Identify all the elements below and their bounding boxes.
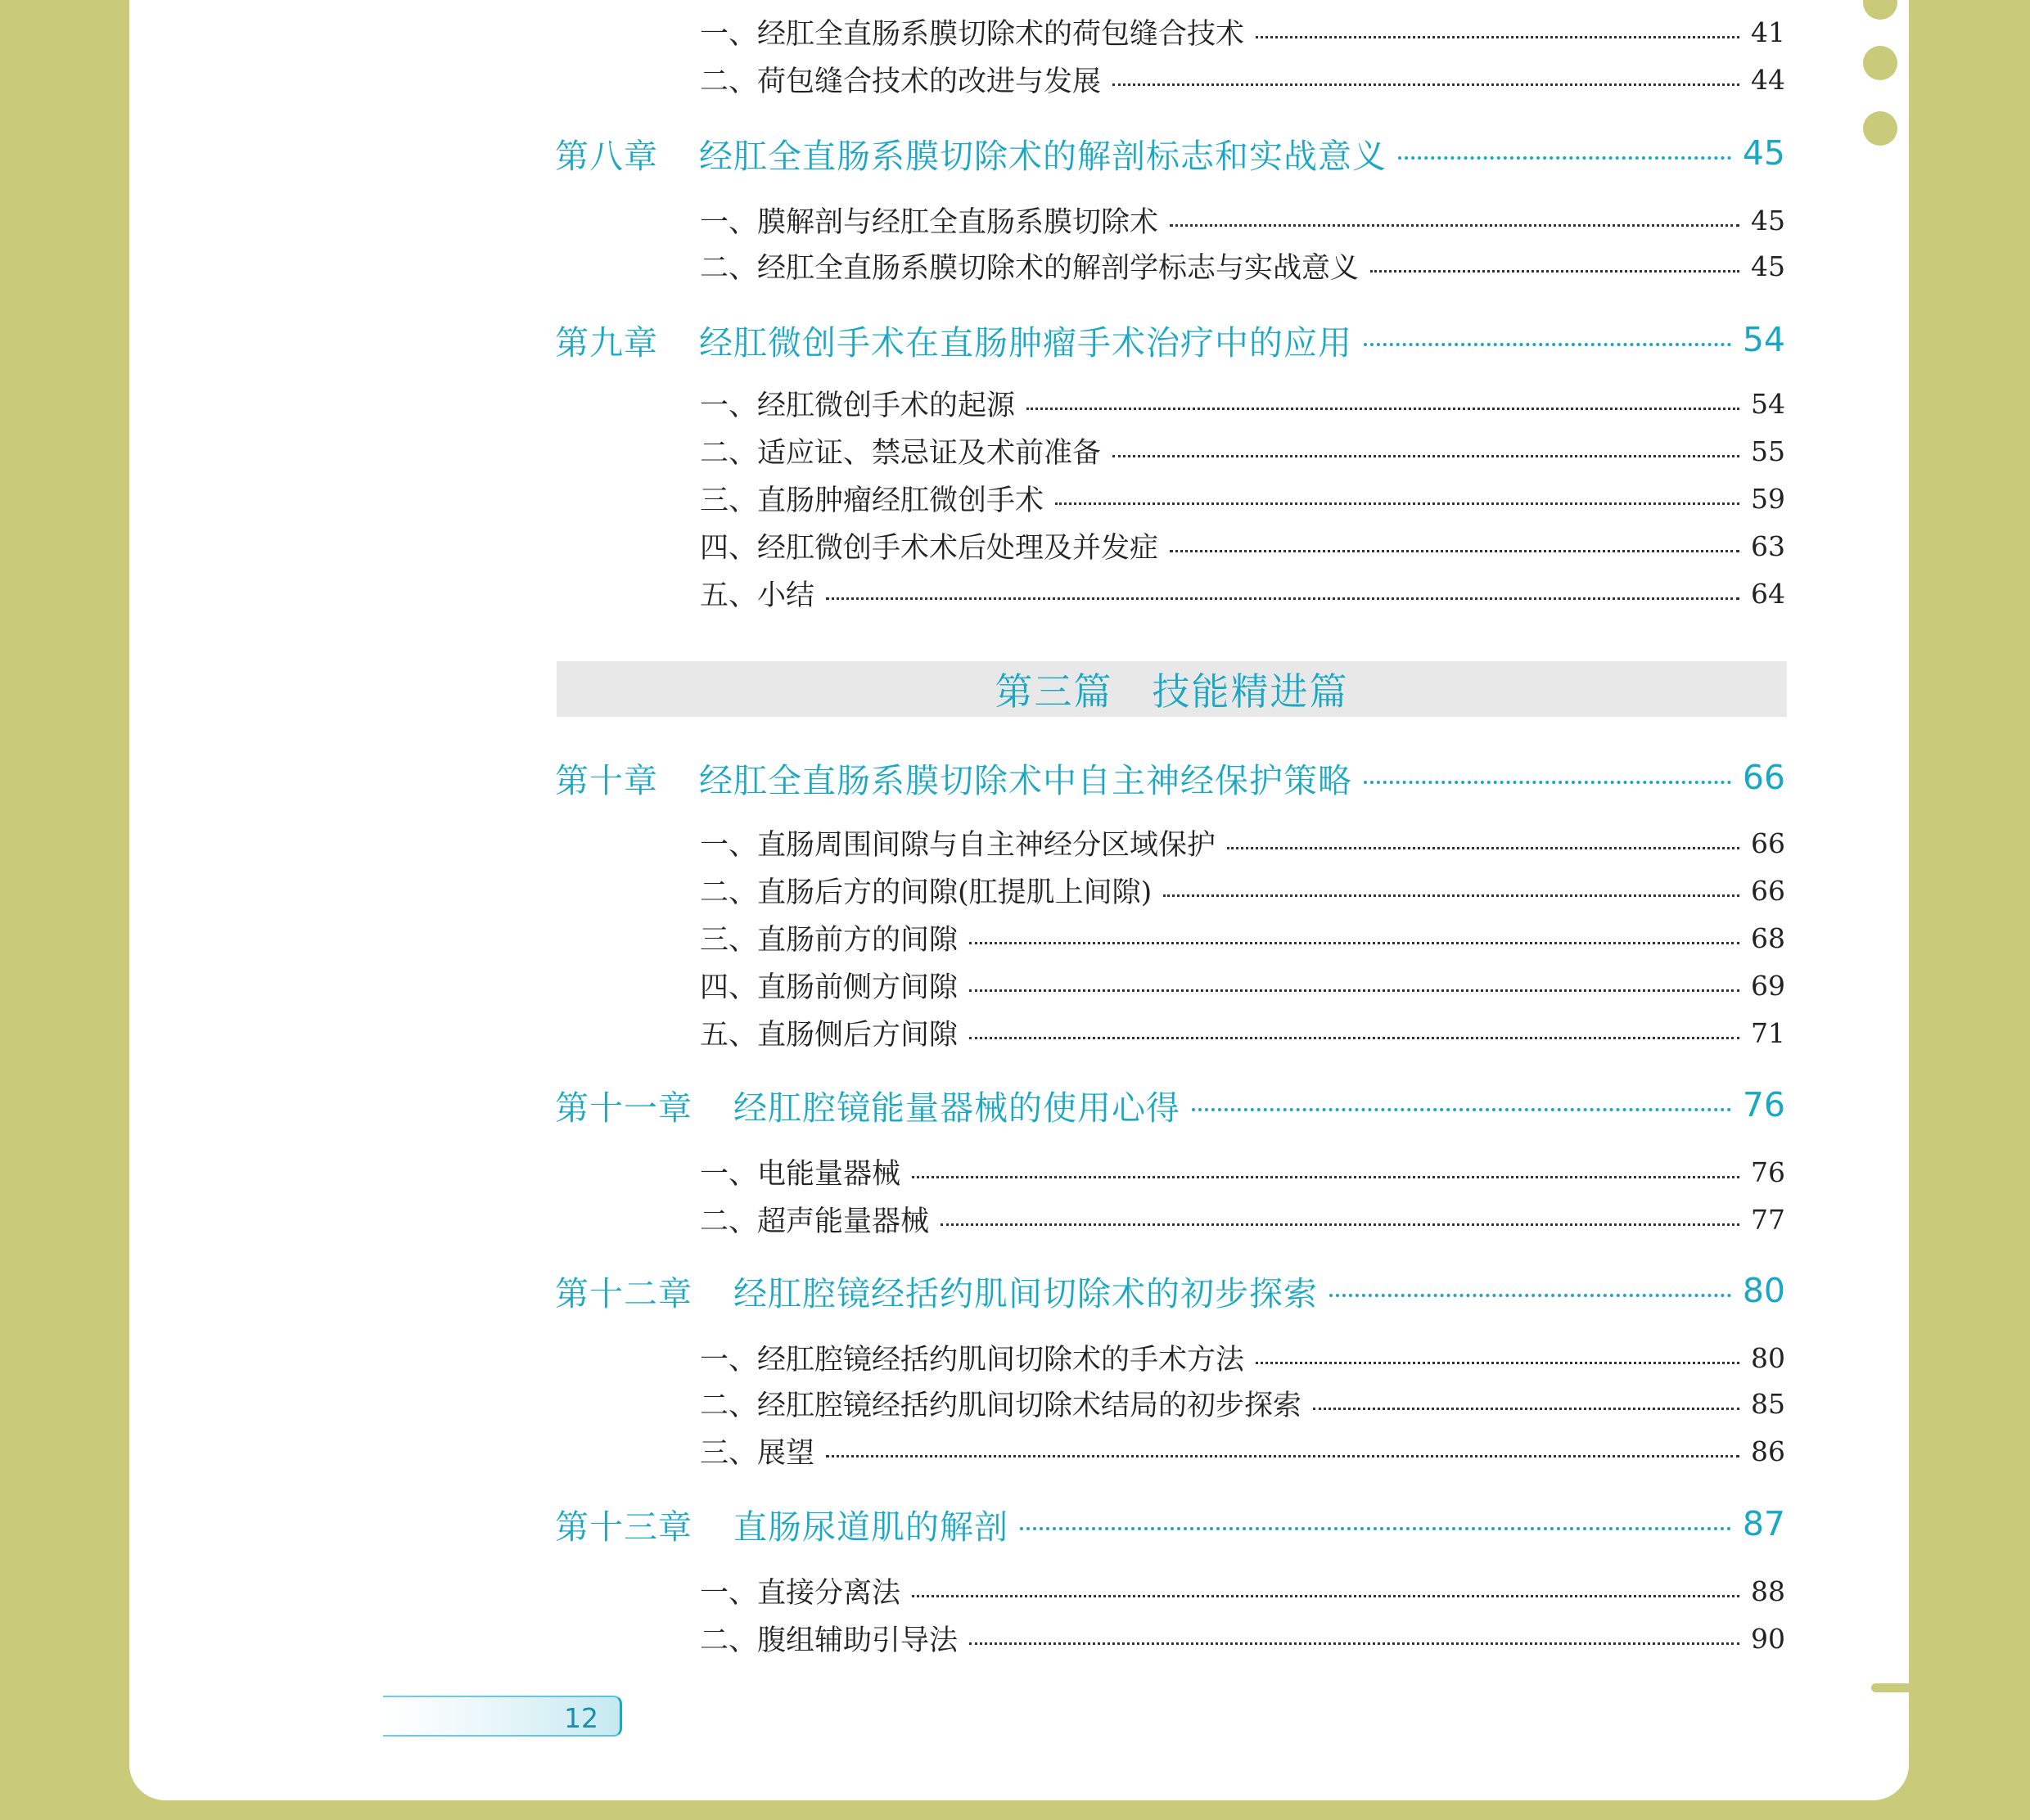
section-page-number: 76 (1751, 1156, 1785, 1188)
toc-section-row[interactable] (700, 1334, 1785, 1381)
chapter-title: 经肛腔镜经括约肌间切除术的初步探索 (733, 1273, 1318, 1313)
chapter-number: 第九章 (555, 322, 658, 363)
section-title: 二、腹组辅助引导法 (700, 1624, 959, 1657)
toc-chapter-row[interactable] (555, 124, 1785, 182)
chapter-title: 经肛微创手术在直肠肿瘤手术治疗中的应用 (699, 322, 1352, 363)
section-page-number: 86 (1751, 1435, 1785, 1467)
toc-chapter-row[interactable] (555, 1076, 1785, 1133)
toc-section-row[interactable] (700, 1148, 1785, 1196)
section-title: 五、直肠侧后方间隙 (700, 1019, 959, 1052)
chapter-title: 直肠尿道肌的解剖 (733, 1507, 1008, 1547)
section-page-number: 66 (1751, 874, 1785, 907)
toc-section-row[interactable] (700, 475, 1785, 522)
section-title: 四、直肠前侧方间隙 (700, 971, 959, 1004)
section-page-number: 85 (1751, 1387, 1785, 1420)
chapter-label (555, 1500, 1008, 1548)
chapter-title: 经肛腔镜能量器械的使用心得 (733, 1088, 1180, 1128)
toc-section-row[interactable] (700, 242, 1785, 290)
toc-section-row[interactable] (700, 427, 1785, 475)
dot-leader (1170, 224, 1739, 227)
section-title: 三、直肠前方的间隙 (700, 924, 959, 957)
dot-leader (1020, 1527, 1731, 1530)
section-page-number: 63 (1751, 529, 1785, 562)
section-title: 五、小结 (700, 579, 815, 612)
section-page-number: 54 (1751, 387, 1785, 420)
toc-section-row[interactable] (700, 1196, 1785, 1243)
dot-leader (1364, 343, 1731, 346)
chapter-number: 第十三章 (555, 1507, 692, 1547)
dot-leader (969, 989, 1739, 992)
dot-leader (1112, 455, 1739, 457)
chapter-title: 经肛全直肠系膜切除术中自主神经保护策略 (699, 760, 1352, 800)
dot-leader (1329, 1294, 1731, 1297)
toc-section-row[interactable] (700, 1380, 1785, 1427)
dot-leader (1026, 408, 1739, 410)
dot-leader (1256, 36, 1739, 38)
toc-section-row[interactable] (700, 56, 1785, 103)
section-page-number: 55 (1751, 435, 1785, 467)
section-title: 一、经肛微创手术的起源 (700, 390, 1016, 422)
chapter-page-number: 54 (1742, 320, 1785, 359)
section-title: 四、经肛微创手术术后处理及并发症 (700, 532, 1159, 565)
dot-leader (826, 597, 1739, 600)
dot-leader (969, 942, 1739, 944)
dot-leader (1112, 83, 1739, 86)
toc-section-row[interactable] (700, 1427, 1785, 1475)
dot-leader (1055, 502, 1739, 505)
toc-chapter-row[interactable] (555, 749, 1785, 806)
page-number: 12 (564, 1702, 598, 1734)
dot-leader (969, 1642, 1739, 1645)
dot-leader (941, 1223, 1739, 1226)
section-page-number: 59 (1751, 482, 1785, 515)
dot-leader (1398, 156, 1731, 160)
section-title: 三、直肠肿瘤经肛微创手术 (700, 484, 1044, 517)
chapter-label (555, 1267, 1318, 1315)
section-title: 一、电能量器械 (700, 1158, 901, 1191)
dot-leader (1313, 1408, 1739, 1410)
dot-leader (826, 1455, 1739, 1457)
section-page-number: 44 (1751, 63, 1785, 96)
chapter-page-number: 76 (1742, 1085, 1785, 1124)
section-page-number: 66 (1751, 827, 1785, 859)
section-title: 二、适应证、禁忌证及术前准备 (700, 437, 1102, 470)
chapter-label (555, 754, 1352, 802)
section-title: 一、直肠周围间隙与自主神经分区域保护 (700, 829, 1216, 862)
section-page-number: 68 (1751, 921, 1785, 954)
toc-section-row[interactable] (700, 962, 1785, 1009)
part-title: 第三篇 技能精进篇 (995, 669, 1349, 714)
section-page-number: 64 (1751, 577, 1785, 610)
section-title: 三、展望 (700, 1437, 815, 1470)
toc-section-row[interactable] (700, 1567, 1785, 1615)
dot-leader (1364, 781, 1731, 784)
dot-leader (1163, 894, 1739, 897)
toc-section-row[interactable] (700, 570, 1785, 617)
toc-section-row[interactable] (700, 522, 1785, 570)
dot-leader (1192, 1108, 1731, 1111)
dot-leader (1170, 550, 1739, 552)
decorative-line (1914, 1701, 2019, 1710)
section-title: 二、经肛腔镜经括约肌间切除术结局的初步探索 (700, 1390, 1302, 1422)
chapter-title: 经肛全直肠系膜切除术的解剖标志和实战意义 (699, 136, 1387, 176)
chapter-number: 第十二章 (555, 1273, 692, 1313)
chapter-page-number: 45 (1742, 133, 1785, 173)
section-title: 二、经肛全直肠系膜切除术的解剖学标志与实战意义 (700, 252, 1360, 285)
chapter-page-number: 80 (1742, 1271, 1785, 1310)
document-page (129, 0, 1909, 1800)
chapter-label (555, 129, 1387, 178)
toc-section-row[interactable] (700, 867, 1785, 914)
section-page-number: 88 (1751, 1574, 1785, 1607)
decorative-lines (1871, 1683, 2019, 1741)
decorative-line (1945, 1719, 2019, 1728)
dot-leader (912, 1595, 1739, 1597)
section-page-number: 77 (1751, 1203, 1785, 1236)
chapter-number: 第十一章 (555, 1088, 692, 1128)
section-page-number: 45 (1751, 250, 1785, 282)
section-page-number: 69 (1751, 969, 1785, 1002)
toc-section-row[interactable] (700, 8, 1785, 56)
toc-section-row[interactable] (700, 819, 1785, 867)
section-title: 二、荷包缝合技术的改进与发展 (700, 65, 1102, 98)
section-title: 一、直接分离法 (700, 1577, 901, 1610)
decorative-line (1871, 1683, 2019, 1692)
dot-leader (969, 1037, 1739, 1039)
toc-chapter-row[interactable] (555, 1262, 1785, 1319)
section-page-number: 90 (1751, 1622, 1785, 1655)
toc-chapter-row[interactable] (555, 311, 1785, 368)
toc-section-row[interactable] (700, 196, 1785, 244)
chapter-label (555, 1081, 1180, 1129)
chapter-page-number: 66 (1742, 758, 1785, 797)
section-title: 一、膜解剖与经肛全直肠系膜切除术 (700, 206, 1159, 239)
toc-section-row[interactable] (700, 914, 1785, 962)
section-title: 一、经肛腔镜经括约肌间切除术的手术方法 (700, 1344, 1245, 1376)
toc-section-row[interactable] (700, 1615, 1785, 1662)
dot-leader (1227, 847, 1739, 849)
toc-chapter-row[interactable] (555, 1495, 1785, 1552)
dot-leader (1256, 1362, 1739, 1364)
toc-section-row[interactable] (700, 380, 1785, 427)
page-number-tab (383, 1696, 622, 1737)
dot-leader (912, 1176, 1739, 1178)
section-title: 二、直肠后方的间隙(肛提肌上间隙) (700, 876, 1153, 909)
section-page-number: 71 (1751, 1016, 1785, 1049)
chapter-page-number: 87 (1742, 1504, 1785, 1543)
section-page-number: 80 (1751, 1341, 1785, 1374)
section-page-number: 41 (1751, 16, 1785, 48)
section-title: 一、经肛全直肠系膜切除术的荷包缝合技术 (700, 18, 1245, 51)
toc-section-row[interactable] (700, 1009, 1785, 1056)
chapter-number: 第八章 (555, 136, 658, 176)
dot-leader (1370, 270, 1739, 273)
section-title: 二、超声能量器械 (700, 1205, 930, 1238)
table-of-contents (129, 0, 1909, 1800)
chapter-label (555, 316, 1352, 364)
section-page-number: 45 (1751, 204, 1785, 237)
chapter-number: 第十章 (555, 760, 658, 800)
